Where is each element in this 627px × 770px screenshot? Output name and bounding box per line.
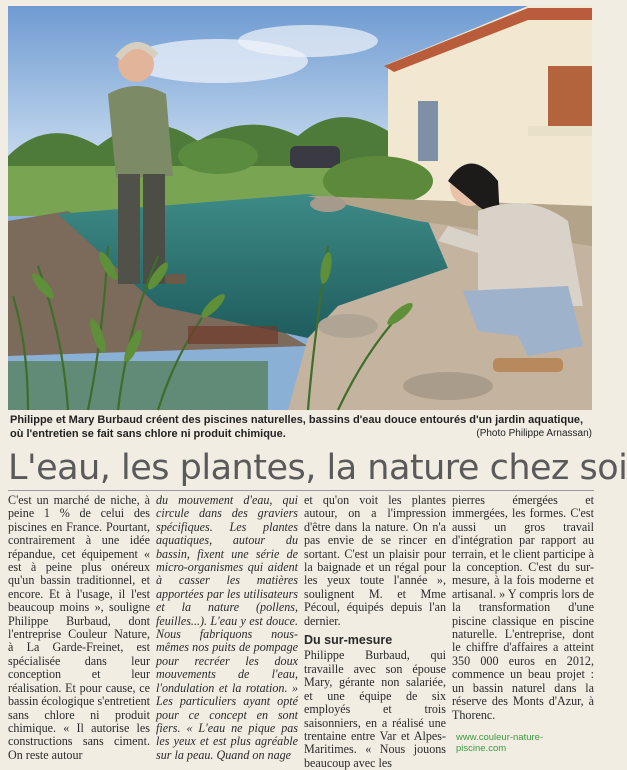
column-2-text: du mouvement d'eau, qui circule dans des graviers spécifiques. Les plantes aquatiques, autour du bassin, fixent une série de micro-organismes qui aident à casser les matières apportées par les utilisateurs et la nature (pollens, feuilles...). L'eau y est douce. Nous fabriquons nous-mêmes nos puits de pompage pour recréer les doux mouvements de l'eau, l'ondulation et la rotation. » Les particuliers ayant opté pour ce concept en sont fiers. « L'eau ne pique pas les yeux et est plus agréable sur la peau. Quand on nage [156, 493, 298, 762]
photo-caption [10, 413, 592, 441]
website-link[interactable]: www.couleur-nature-piscine.com [456, 732, 592, 754]
article-body [8, 493, 594, 770]
column-1 [8, 494, 150, 762]
column-4-text: pierres émergées et immergées, les formes. C'est aussi un gros travail d'intégration par rapport au terrain, et le client participe à la conception. C'est du sur-mesure, à la fois moderne et artisanal. » Y compris lors de la transformation d'une piscine classique en piscine naturelle. L'entreprise, dont le chiffre d'affaires a atteint 350 000 euros en 2012, commence un beau projet : un bassin naturel dans la réserve des Monts d'Azur, à Thorenc. [452, 493, 594, 722]
column-3-text: et qu'on voit les plantes autour, on a l'impression d'être dans la nature. On n'a pas envie de se rincer en sortant. C'est un plaisir pour la baignade et un régal pour les yeux toute l'année », soulignent M. et Mme Pécoul, équipés depuis l'an dernier. [304, 493, 446, 628]
photo-credit: (Photo Philippe Arnassan) [476, 428, 592, 439]
section-subhead: Du sur-mesure [304, 633, 393, 648]
caption-text: Philippe et Mary Burbaud créent des piscines naturelles, bassins d'eau douce entourés d'un jardin aquatique, où l'entretien se fait sans chlore ni produit chimique. [10, 414, 584, 440]
column-1-text: C'est un marché de niche, à peine 1 % de celui des piscines en France. Pourtant, contrairement à une idée répandue, cet équipement « est à peine plus onéreux qu'un bassin traditionnel, et encore. Et à l'usage, il l'est beaucoup moins », souligne Philippe Burbaud, dont l'entreprise Couleur Nature, à La Garde-Freinet, est spécialisée dans leur conception et leur réalisation. Et pour cause, ce bassin écologique s'entretient sans chlore ni produit chimique. « Il autorise les constructions sans ciment. On reste autour [8, 493, 150, 762]
column-3b-text: Philippe Burbaud, qui travaille avec son épouse Mary, gérante non salariée, et une équipe de six employés et trois saisonniers, en a réalisé une trentaine entre Var et Alpes-Maritimes. « Nous jouons beaucoup avec les [304, 648, 446, 770]
article-headline: L'eau, les plantes, la nature chez soi [8, 448, 627, 488]
column-4 [452, 494, 594, 762]
headline-rule [8, 490, 594, 491]
column-2 [156, 494, 298, 762]
column-3 [304, 493, 446, 770]
article-photo [8, 6, 592, 410]
